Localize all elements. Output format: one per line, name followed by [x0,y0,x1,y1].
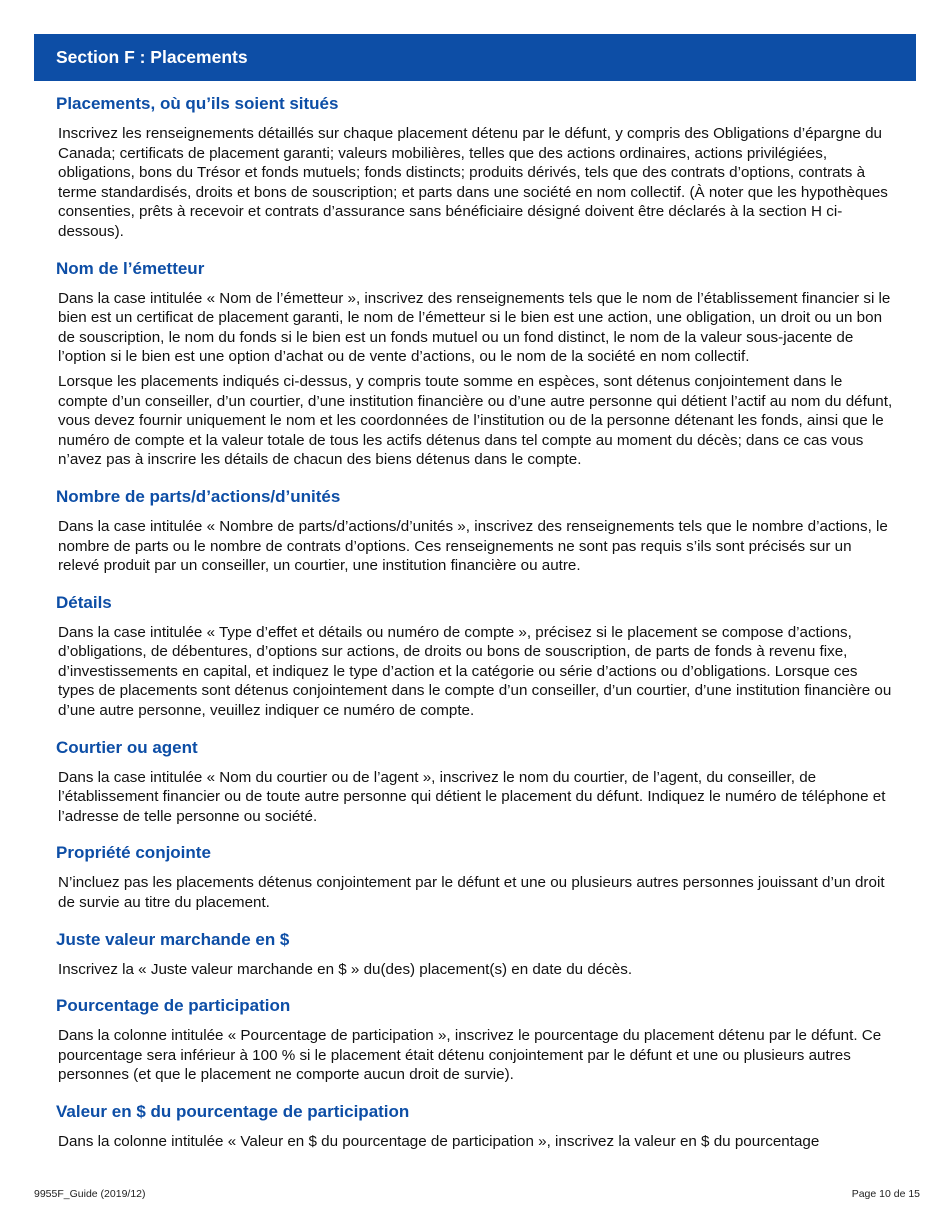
footer-form-id: 9955F_Guide (2019/12) [34,1188,146,1200]
paragraph: Dans la case intitulée « Nombre de parts/d’actions/d’unités », inscrivez des renseignements tels que le nombre d’actions, le nombre de parts ou le nombre de contrats d’options. Ces renseignements ne sont pas requis s’ils sont précisés sur un relevé produit par un conseiller, un courtier, une institution financière ou autre. [58,517,888,575]
heading-nombre-parts: Nombre de parts/d’actions/d’unités [56,486,341,506]
section-propriete-conjointe [56,841,896,912]
section-courtier [56,736,896,827]
section-title: Section F : Placements [56,47,248,67]
section-nombre-parts [56,485,896,576]
page-content [56,92,896,1167]
section-pourcentage [56,994,896,1085]
heading-details: Détails [56,592,112,612]
section-banner [34,34,916,81]
heading-pourcentage: Pourcentage de participation [56,996,291,1016]
paragraph: Dans la colonne intitulée « Valeur en $ du pourcentage de participation », inscrivez la valeur en $ du pourcentage [58,1133,820,1150]
paragraph: Dans la colonne intitulée « Pourcentage de participation », inscrivez le pourcentage du placement détenu par le défunt. Ce pourcentage sera inférieur à 100 % si le placement était détenu conjointement par le défunt et une ou plusieurs autres personnes (et que le placement ne comporte aucun droit de survie). [58,1027,882,1084]
section-details [56,591,896,721]
heading-propriete-conjointe: Propriété conjointe [56,843,211,863]
heading-valeur-pourcentage: Valeur en $ du pourcentage de participation [56,1102,410,1121]
heading-juste-valeur: Juste valeur marchande en $ [56,929,290,949]
section-valeur-pourcentage [56,1100,896,1152]
paragraph: Lorsque les placements indiqués ci-dessus, y compris toute somme en espèces, sont détenus conjointement dans le compte d’un conseiller, d’un courtier, d’une institution financière ou d’une autre personne qui détient l’actif au nom du défunt, vous devez fournir uniquement le nom et les coordonnées de l’institution ou de la personne détenant les fonds, ainsi que le numéro de compte et la valeur totale de tous les actifs détenus dans tel compte au moment du décès; dans ce cas vous n’avez pas à inscrire les détails de chacun des biens détenus dans le compte. [58,372,893,469]
paragraph: Dans la case intitulée « Nom du courtier ou de l’agent », inscrivez le nom du courtier, de l’agent, du conseiller, de l’établissement financier ou de toute autre personne qui détient le placement du défunt. Indiquez le numéro de téléphone et l’adresse de telle personne ou société. [58,768,886,825]
heading-placements: Placements, où qu’ils soient situés [56,94,339,113]
section-juste-valeur [56,928,896,980]
paragraph: Dans la case intitulée « Nom de l’émetteur », inscrivez des renseignements tels que le nom de l’établissement financier si le bien est un certificat de placement garanti, le nom de l’émetteur si le bien est une action, une obligation, un droit ou un bon de souscription, le nom du fonds si le bien est un fonds mutuel ou un fond distinct, le nom de la valeur sous-jacente de l’option si le bien est une option d’achat ou de vente d’actions, ou le nom de la société en nom collectif. [58,289,891,366]
paragraph: N’incluez pas les placements détenus conjointement par le défunt et une ou plusieurs autres personnes jouissant d’un droit de survie au titre du placement. [58,874,885,912]
paragraph: Inscrivez les renseignements détaillés sur chaque placement détenu par le défunt, y compris des Obligations d’épargne du Canada; certificats de placement garanti; valeurs mobilières, telles que des actions ordinaires, actions privilégiées, obligations, bons du Trésor et fonds mutuels; fonds distincts; produits dérivés, tels que des contrats d’options, contrats à terme standardisés, droits et bons de souscription; et parts dans une société en nom collectif. (À noter que les hypothèques consenties, prêts à recevoir et contrats d’assurance sans bénéficiaire désigné doivent être déclarés à la section H ci-dessous). [58,125,888,240]
section-nom-emetteur [56,257,896,470]
paragraph: Inscrivez la « Juste valeur marchande en $ » du(des) placement(s) en date du décès. [58,960,633,978]
heading-courtier: Courtier ou agent [56,737,198,757]
footer-page-number: Page 10 de 15 [851,1188,920,1200]
heading-nom-emetteur: Nom de l’émetteur [56,258,205,278]
paragraph: Dans la case intitulée « Type d’effet et détails ou numéro de compte », précisez si le placement se compose d’actions, d’obligations, de débentures, d’options sur actions, de droits ou bons de souscription, de parts de fonds à revenu fixe, d’investissements en capital, et indiquez le type d’action et la catégorie ou série d’actions ou d’obligations. Lorsque ces types de placements sont détenus conjointement dans le compte d’un conseiller, d’un courtier, d’une institution financière ou d’une autre personne, veuillez indiquer ce numéro de compte. [58,623,892,720]
section-placements [56,92,896,242]
